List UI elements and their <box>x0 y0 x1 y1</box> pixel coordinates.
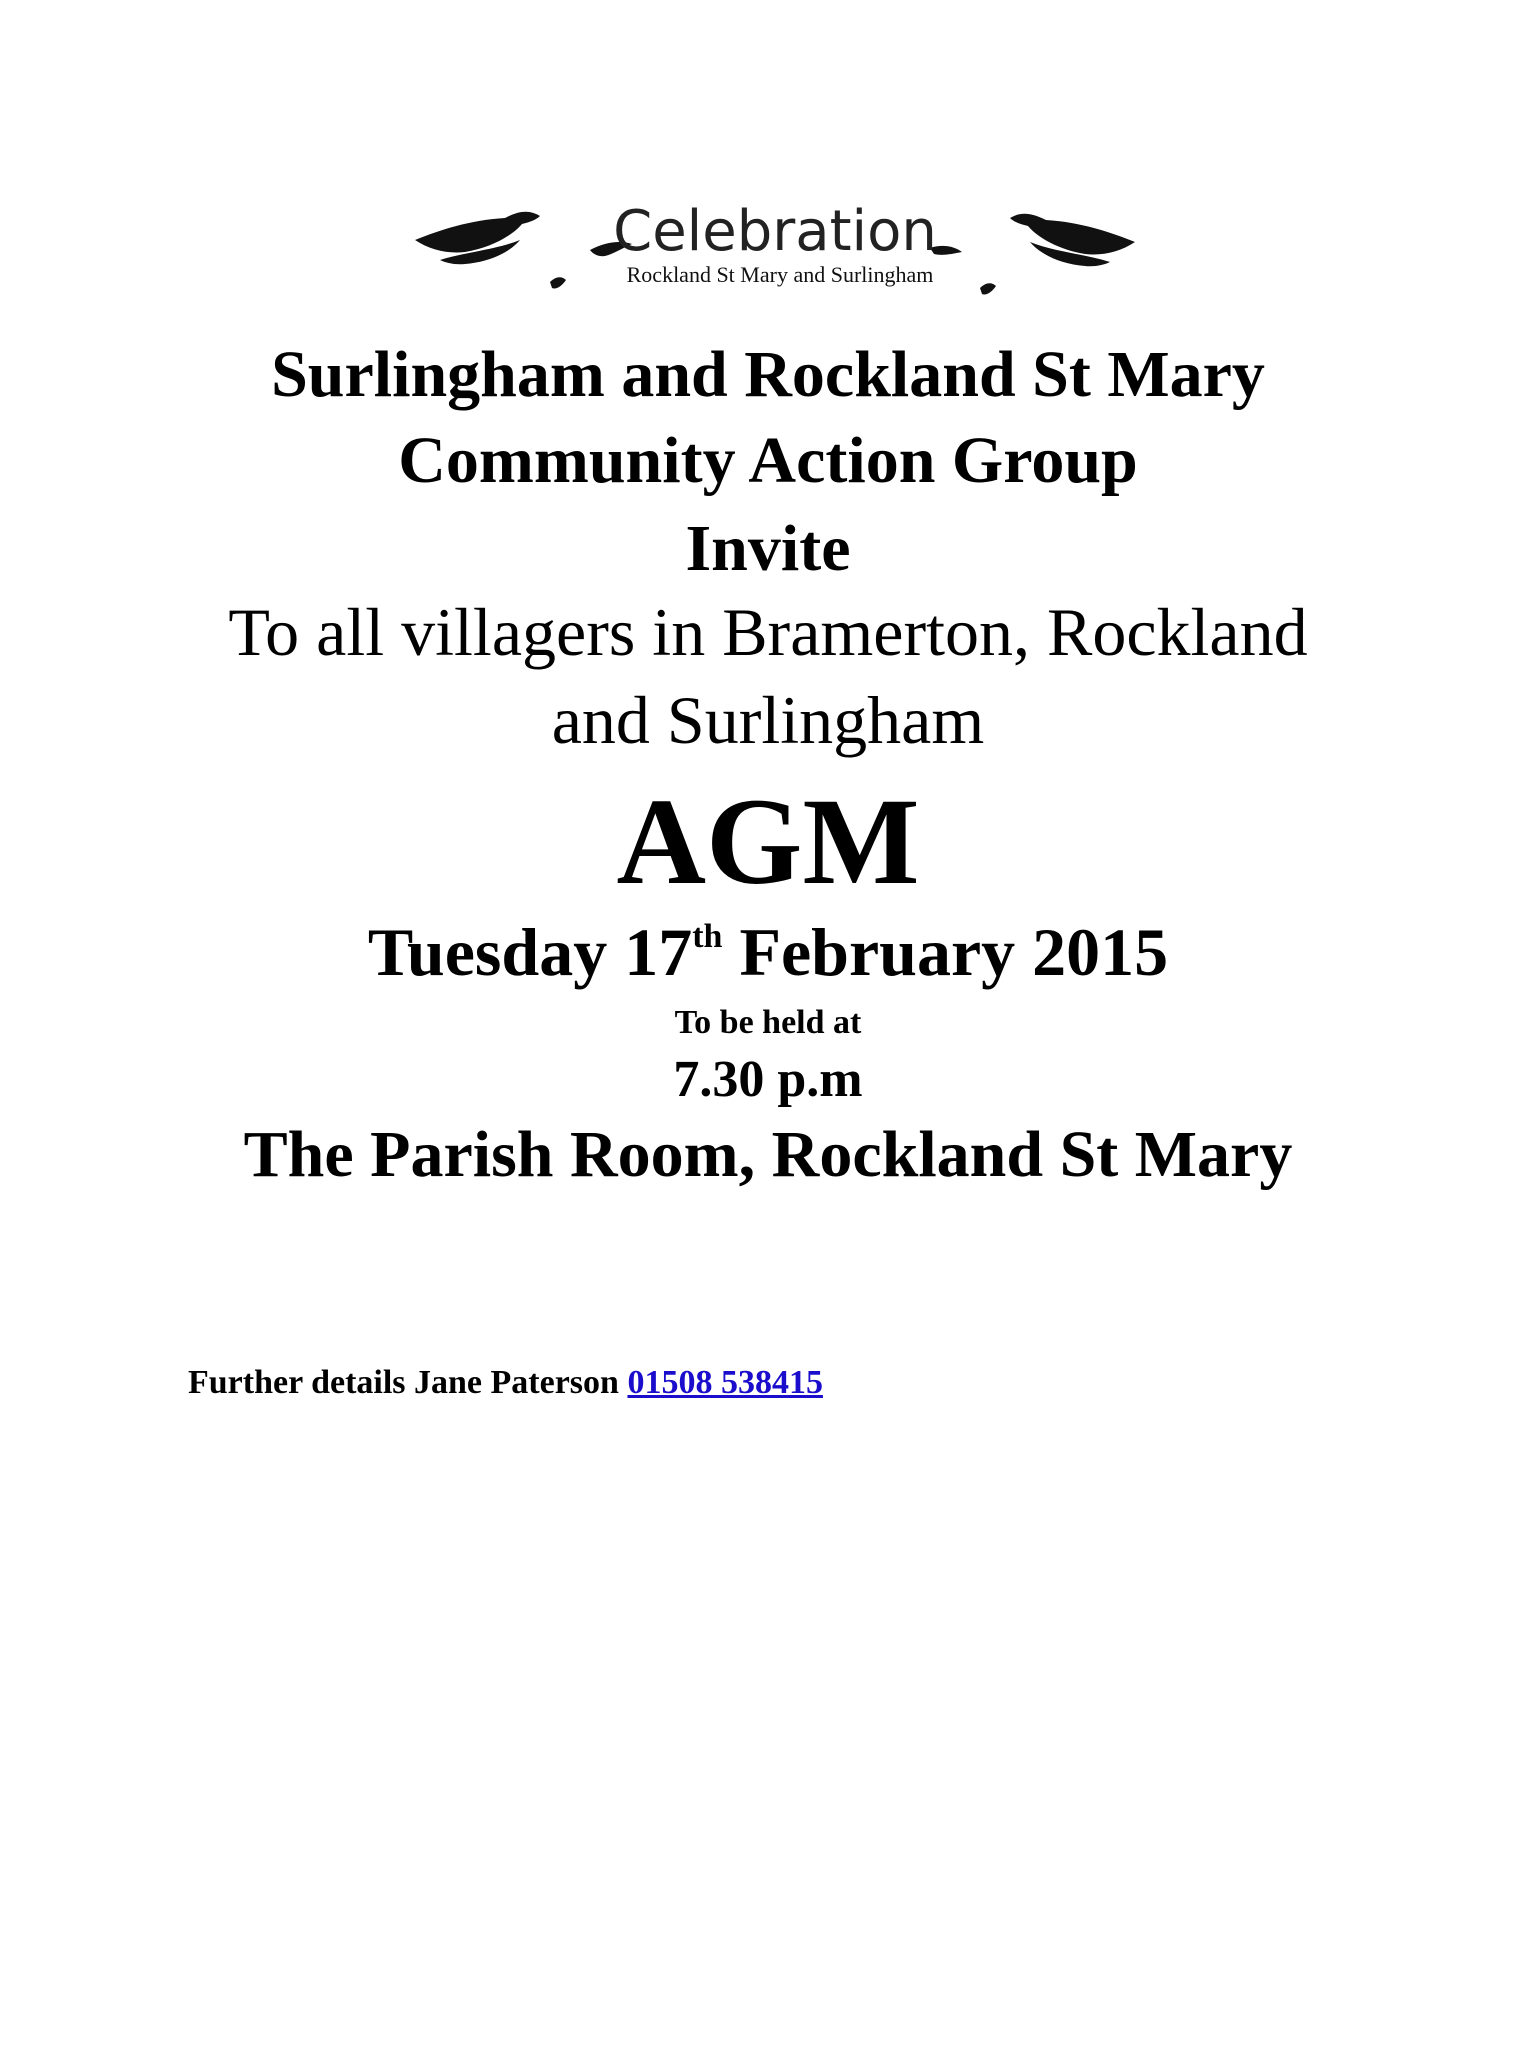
event-time: 7.30 p.m <box>673 1051 863 1108</box>
celebration-logo <box>410 190 1140 328</box>
event-title: AGM <box>616 773 920 910</box>
org-name-line1: Surlingham and Rockland St Mary <box>271 338 1265 411</box>
contact-details <box>188 1366 823 1400</box>
event-venue: The Parish Room, Rockland St Mary <box>243 1118 1293 1191</box>
invite-heading: Invite <box>685 512 851 585</box>
event-date <box>0 914 1536 990</box>
logo-title: Celebration <box>613 199 937 264</box>
audience-line1: To all villagers in Bramerton, Rockland <box>228 594 1308 670</box>
date-rest: February 2015 <box>722 914 1169 990</box>
org-name-line2: Community Action Group <box>398 424 1138 497</box>
crow-icon <box>1010 214 1135 267</box>
date-prefix: Tuesday 17 <box>367 914 693 990</box>
held-at-label: To be held at <box>674 1004 862 1041</box>
logo-subtitle: Rockland St Mary and Surlingham <box>626 262 934 287</box>
contact-label: Further details Jane Paterson <box>188 1364 628 1401</box>
crow-icon <box>415 212 540 265</box>
contact-phone-link[interactable]: 01508 538415 <box>627 1364 823 1401</box>
date-ordinal: th <box>692 918 723 955</box>
audience-line2: and Surlingham <box>551 682 985 758</box>
